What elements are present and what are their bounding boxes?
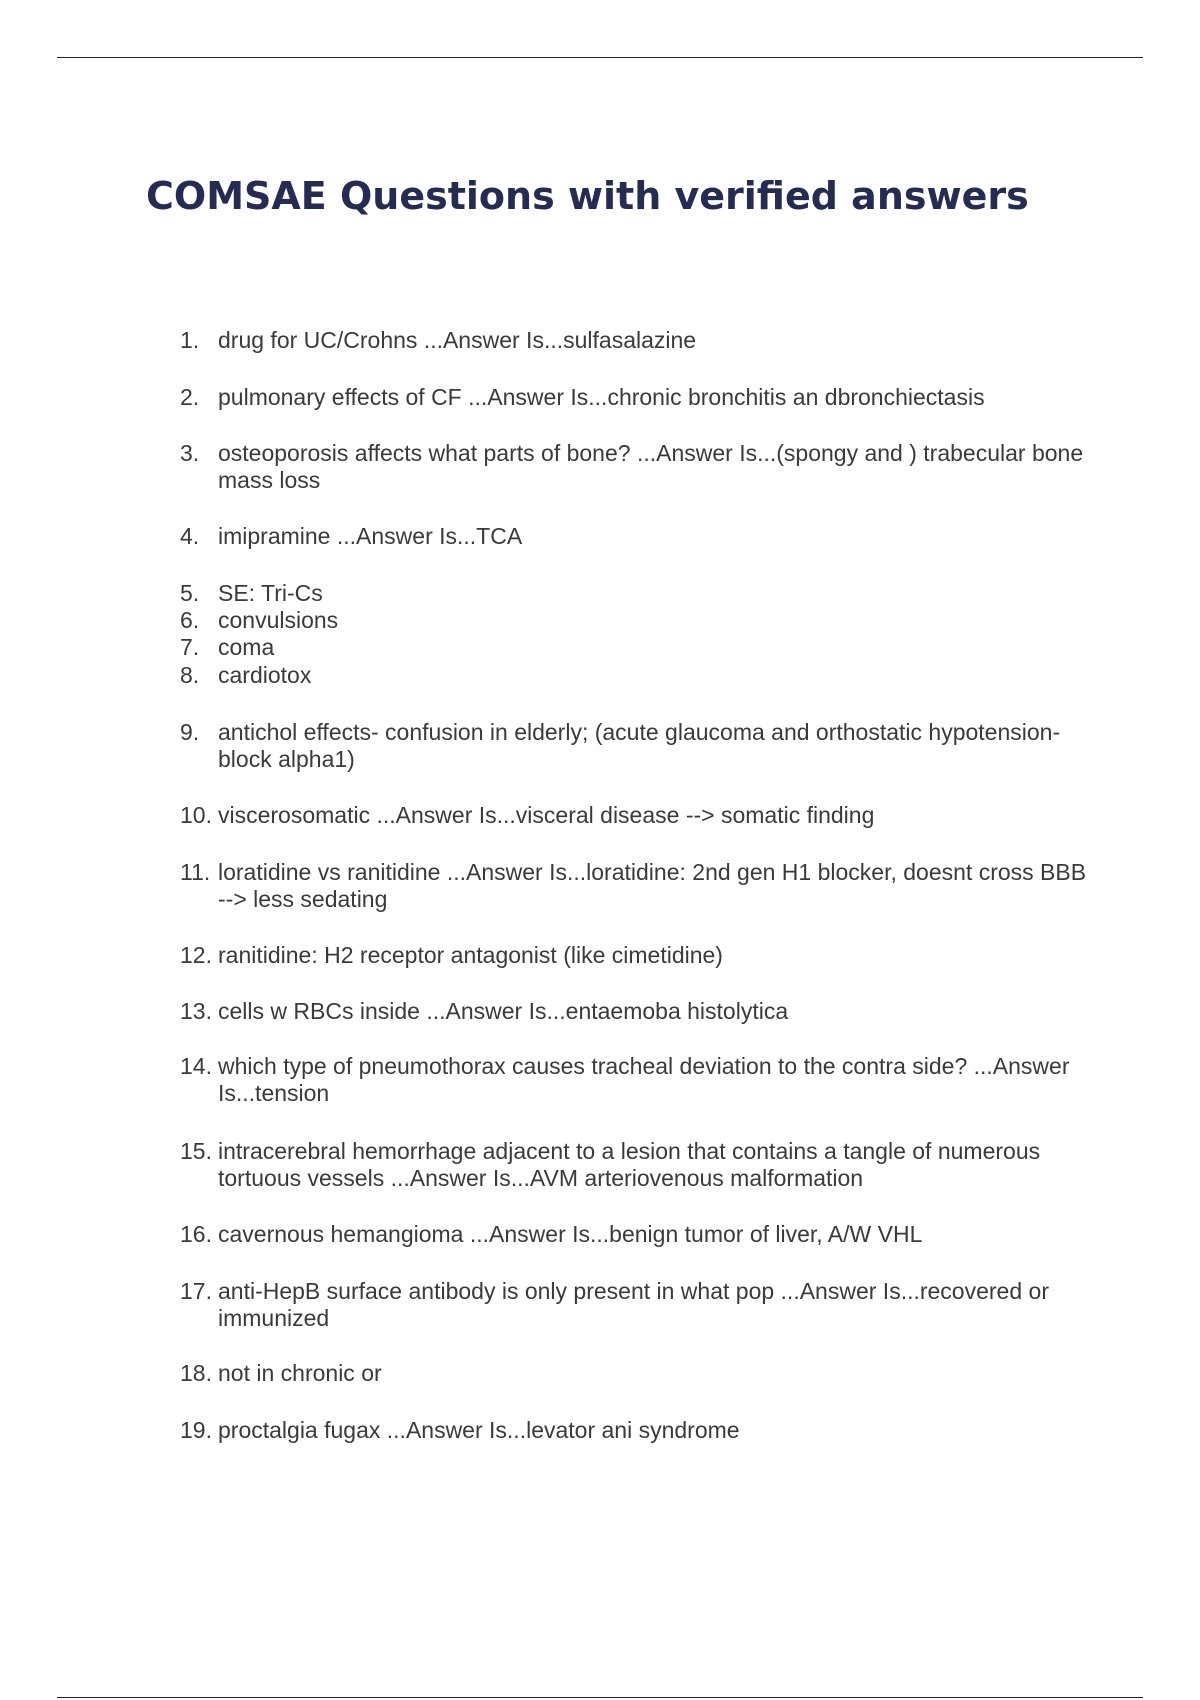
item-number: 4. [180, 523, 200, 549]
bottom-rule [57, 1697, 1143, 1698]
list-item [180, 327, 1090, 354]
item-number: 15. [180, 1138, 212, 1164]
item-number: 8. [180, 662, 200, 688]
item-text: proctalgia fugax ...Answer Is...levator ani syndrome [218, 1417, 740, 1443]
list-item [180, 440, 1090, 494]
document-title: COMSAE Questions with verified answers [146, 174, 1029, 218]
item-text: osteoporosis affects what parts of bone? ...Answer Is...(spongy and ) trabecular bone mass loss [218, 440, 1084, 493]
item-number: 7. [180, 634, 200, 660]
item-number: 16. [180, 1221, 212, 1247]
item-number: 13. [180, 998, 212, 1024]
item-text: loratidine vs ranitidine ...Answer Is...loratidine: 2nd gen H1 blocker, doesnt cross BBB --> less sedating [218, 859, 1087, 912]
item-text: imipramine ...Answer Is...TCA [218, 523, 523, 549]
list-item [180, 384, 1090, 411]
list-item [180, 802, 1090, 829]
item-text: antichol effects- confusion in elderly; (acute glaucoma and orthostatic hypotension- block alpha1) [218, 719, 1061, 772]
list-item [180, 523, 1090, 550]
item-number: 10. [180, 802, 212, 828]
item-text: SE: Tri-Cs [218, 580, 323, 606]
list-item [180, 1053, 1090, 1107]
item-text: pulmonary effects of CF ...Answer Is...chronic bronchitis an dbronchiectasis [218, 384, 985, 410]
item-number: 12. [180, 942, 212, 968]
list-item [180, 859, 1090, 913]
list-item [180, 719, 1090, 773]
item-text: intracerebral hemorrhage adjacent to a lesion that contains a tangle of numerous tortuous vessels ...Answer Is...AVM arteriovenous malformation [218, 1138, 1041, 1191]
list-item [180, 1360, 1090, 1387]
item-number: 11. [180, 859, 211, 885]
item-number: 18. [180, 1360, 212, 1386]
item-number: 9. [180, 719, 200, 745]
item-text: viscerosomatic ...Answer Is...visceral disease --> somatic finding [218, 802, 875, 828]
item-text: cells w RBCs inside ...Answer Is...entaemoba histolytica [218, 998, 789, 1024]
list-item [180, 662, 1090, 689]
item-number: 2. [180, 384, 200, 410]
list-item [180, 1221, 1090, 1248]
item-number: 6. [180, 607, 200, 633]
list-item [180, 1417, 1090, 1444]
list-item [180, 998, 1090, 1025]
item-number: 1. [180, 327, 200, 353]
top-rule [57, 57, 1143, 58]
list-item [180, 1138, 1090, 1192]
item-text: drug for UC/Crohns ...Answer Is...sulfasalazine [218, 327, 697, 353]
item-text: convulsions [218, 607, 339, 633]
item-number: 19. [180, 1417, 212, 1443]
item-number: 17. [180, 1278, 212, 1304]
item-number: 5. [180, 580, 200, 606]
list-item [180, 634, 1090, 661]
item-text: cavernous hemangioma ...Answer Is...benign tumor of liver, A/W VHL [218, 1221, 923, 1247]
item-text: cardiotox [218, 662, 312, 688]
item-text: not in chronic or [218, 1360, 382, 1386]
list-item [180, 607, 1090, 634]
item-text: coma [218, 634, 275, 660]
item-text: which type of pneumothorax causes tracheal deviation to the contra side? ...Answer Is...tension [218, 1053, 1070, 1106]
item-text: anti-HepB surface antibody is only present in what pop ...Answer Is...recovered or immunized [218, 1278, 1049, 1331]
list-item [180, 942, 1090, 969]
list-item [180, 1278, 1090, 1332]
item-number: 3. [180, 440, 200, 466]
item-text: ranitidine: H2 receptor antagonist (like cimetidine) [218, 942, 723, 968]
item-number: 14. [180, 1053, 212, 1079]
list-item [180, 580, 1090, 607]
